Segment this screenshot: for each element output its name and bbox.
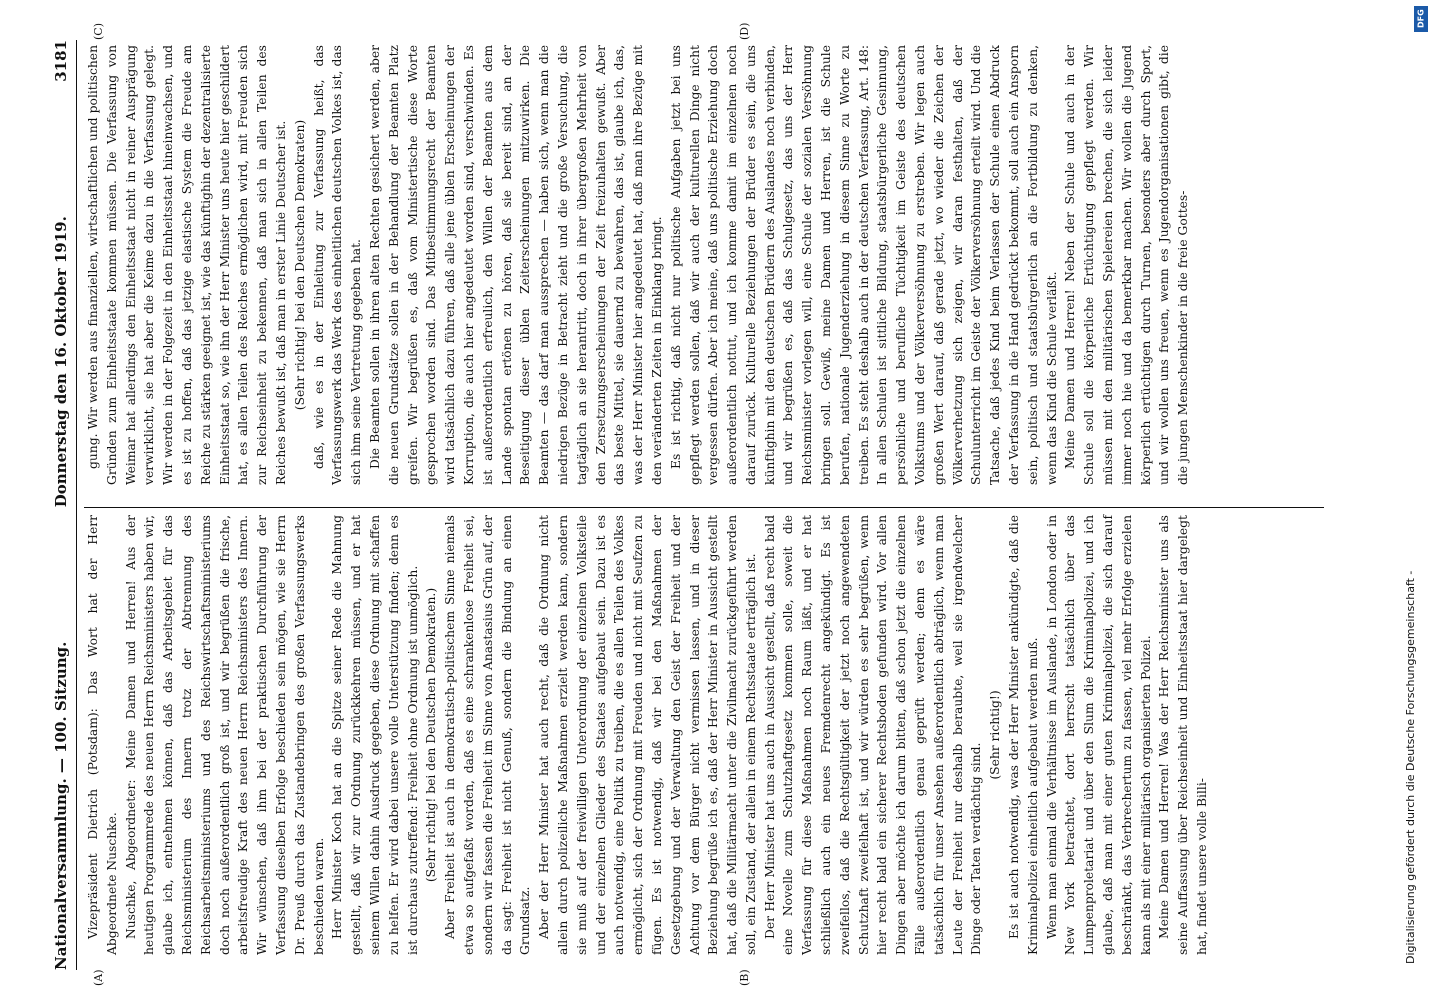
paragraph: Der Herr Minister hat uns auch in Aussicht gestellt, daß recht bald eine Novelle zum Schutzhaftgesetz kommen solle, soweit die Verfassung für diese Maßnahmen noch Raum läßt, und er hat schließlich auch ein neues Fremdenrecht angekündigt. Es ist zweifellos, daß die Rechtsgültigkeit der jetzt noch angewendeten Schutzhaft zweifelhaft ist, und wir würden es sehr begrüßen, wenn hier recht bald ein sicherer Rechtsboden gefunden wird. Vor allen Dingen aber möchte ich darum bitten, daß schon jetzt die einzelnen Fälle außerordentlich genau geprüft werden; denn es wäre tatsächlich für unser Ansehen außerordentlich abträglich, wenn man Leute der Freiheit nur deshalb beraubte, weil sie irgendwelcher Dinge oder Taten verdächtig sind. (762, 515, 984, 955)
margin-marker-c: (C) (92, 23, 105, 40)
left-column (84, 515, 1212, 955)
paragraph: Es ist richtig, daß nicht nur politische Aufgaben jetzt bei uns gepflegt werden sollen, daß wir auch der kulturellen Dinge nicht vergessen dürfen. Aber ich meine, daß uns politische Erziehung doch außerordentlich nottut, und ich komme damit im einzelnen noch darauf zurück. Kulturelle Beziehungen der Brüder es sein, die uns künftighin mit den deutschen Brüdern des Auslandes noch verbinden, und wir begrüßen es, daß das Schulgesetz, das uns der Herr Reichsminister vorlegen will, eine Schule der sozialen Versöhnung bringen soll. Gewiß, meine Damen und Herren, ist die Schule berufen, nationale Jugenderziehung in diesem Sinne zu Worte zu treiben. Es steht deshalb auch in der deutschen Verfassung, Art. 148: In allen Schulen ist sittliche Bildung, staatsbürgerliche Gesinnung, persönliche und berufliche Tüchtigkeit im Geiste des deutschen Volkstums und der Völkerversöhnung zu erstreben. Wir legen auch großen Wert darauf, daß gerade jetzt, wo wieder die Zeichen der Völkerverhetzung sich zeigen, wir daran festhalten, daß der Schulunterricht im Geiste der Völkerversöhnung erteilt wird. Und die Tatsache, daß jedes Kind beim Verlassen der Schule einen Abdruck der Verfassung in die Hand gedrückt bekommt, soll auch ein Ansporn sein, politisch und staatsbürgerlich an die Fortbildung zu denken, wenn das Kind die Schule verläßt. (668, 45, 1059, 485)
paragraph: Vizepräsident Dietrich (Potsdam): Das Wort hat der Herr Abgeordnete Nuschke. (86, 515, 119, 955)
paragraph: daß, wie es in der Einleitung zur Verfassung heißt, das Verfassungswerk das Werk des einheitlichen deutschen Volkes ist, das sich ihm seine Vertretung gegeben hat. (311, 45, 364, 485)
paragraph: gung. Wir werden aus finanziellen, wirtschaftlichen und politischen Gründen zum Einheitsstaate kommen müssen. Die Verfassung von Weimar hat allerdings den Einheitsstaat nicht in reiner Ausprägung verwirklicht, sie hat aber die Keime dazu in die Verfassung gelegt. Wir werden in der Folgezeit in den Einheitsstaat hineinwachsen, und es ist zu hoffen, daß das jetzige elastische System die Freude am Reiche zu stärken geeignet ist, wie das künftighin der dezentralisierte Einheitsstaat so, wie ihn der Herr Minister uns heute hier geschildert hat, es allen Teilen des Reiches ermöglichen wird, mit Freuden sich zur Reichseinheit zu bekennen, daß man sich in allen Teilen des Reiches bewußt ist, daß man in erster Linie Deutscher ist. (86, 45, 288, 485)
digitization-credit: Digitalisierung gefördert durch die Deutsche Forschungsgemeinschaft - (1404, 570, 1417, 964)
running-header (46, 40, 77, 970)
paragraph: Meine Damen und Herren! Neben der Schule und auch in der Schule soll die körperliche Ertüchtigung gepflegt werden. Wir müssen mit den militärischen Spielereien brechen, die sich leider immer noch hie und da bemerkbar machen. Wir wollen die Jugend körperlich ertüchtigen durch Turnen, besonders aber durch Sport, und wir wollen uns freuen, wenn es Jugendorganisationen gibt, die die jungen Menschenkinder in die freie Gottes- (1063, 45, 1191, 485)
column-divider (84, 507, 1324, 508)
paragraph: Meine Damen und Herren! Was der Herr Reichsminister uns als seine Auffassung über Reichseinheit und Einheitsstaat hier dargelegt hat, findet unsere volle Billi- (1157, 515, 1210, 955)
page-number: 3181 (52, 40, 70, 82)
paragraph: Nuschke, Abgeordneter: Meine Damen und Herren! Aus der heutigen Programmrede des neuen Herrn Reichsministers haben wir, glaube ich, entnehmen können, daß das Arbeitsgebiet für das Reichsministerium des Innern trotz der Abtrennung des Reichsarbeitsministeriums und des Reichswirtschaftsministeriums doch noch außerordentlich groß ist, und wir begrüßen die frische, arbeitsfreudige Kraft des neuen Herrn Reichsministers des Innern. Wir wünschen, daß ihm bei der praktischen Durchführung der Verfassung dieselben Erfolge beschieden sein mögen, wie sie Herrn Dr. Preuß durch das Zustandebringen des großen Verfassungswerks beschieden waren. (123, 515, 326, 955)
dfg-logo-icon: DFG (1414, 6, 1428, 32)
interjection: (Sehr richtig! bei den Deutschen Demokraten.) (424, 587, 439, 883)
paragraph: Aber Freiheit ist auch in demokratisch-politischem Sinne niemals etwa so aufgefaßt worden, daß es eine schrankenlose Freiheit sei, sondern wir fassen die Freiheit im Sinne von Anastasius Grün auf, der da sagt: Freiheit ist nicht Genuß, sondern die Bindung an einen Grundsatz. (443, 515, 533, 955)
margin-marker-b: (B) (738, 969, 751, 986)
paragraph: Herr Minister Koch hat an die Spitze seiner Rede die Mahnung gestellt, daß wir zur Ordnung zurückkehren müssen, und er hat seinem Willen dahin Ausdruck gegeben, diese Ordnung mit schaffen zu helfen. Er wird dabei unsere volle Unterstützung finden; denn es ist durchaus zutreffend: Freiheit ohne Ordnung ist unmöglich. (330, 515, 420, 955)
interjection: (Sehr richtig! bei den Deutschen Demokraten) (292, 119, 307, 411)
margin-marker-d: (D) (738, 22, 751, 40)
paragraph: Es ist auch notwendig, was der Herr Minister ankündigte, daß die Kriminalpolizei einheitlich aufgebaut werden muß. (1007, 515, 1040, 955)
paragraph: Die Beamten sollen in ihren alten Rechten gesichert werden, aber die neuen Grundsätze sollen in der Behandlung der Beamten Platz greifen. Wir begrüßen es, daß vom Ministertische diese Worte gesprochen worden sind. Das Mitbestimmungsrecht der Beamten wird tatsächlich dazu führen, daß alle jene üblen Erscheinungen der Korruption, die auch hier angedeutet worden sind, verschwinden. Es ist außerordentlich erfreulich, den Willen der Beamten aus dem Lande spontan ertönen zu hören, daß sie bereit sind, an der Beseitigung dieser üblen Zeiterscheinungen mitzuwirken. Die Beamten — das darf man aussprechen — haben sich, wenn man die niedrigen Bezüge in Betracht zieht und die große Versuchung, die tagtäglich an sie herantritt, doch in ihrer übergroßen Mehrheit von den Zersetzungserscheinungen der Zeit freizuhalten gewußt. Aber das beste Mittel, sie dauernd zu bewahren, das ist, glaube ich, das, was der Herr Minister hier angedeutet hat, daß man ihre Bezüge mit den veränderten Zeiten in Einklang bringt. (367, 45, 664, 485)
right-column (84, 45, 1193, 485)
header-left: Nationalversammlung. — 100. Sitzung. (52, 641, 70, 970)
header-date: Donnerstag den 16. Oktober 1919. (52, 216, 70, 508)
paragraph: Wenn man einmal die Verhältnisse im Auslande, in London oder in New York betrachtet, dort herrscht tatsächlich über das Lumpenproletariat und über den Slum die Kriminalpolizei, und ich glaube, daß man mit einer guten Kriminalpolizei, die sich darauf beschränkt, das Verbrechertum zu fassen, viel mehr Erfolge erzielen kann als mit einer militärisch organisierten Polizei. (1044, 515, 1153, 955)
margin-marker-a: (A) (92, 969, 105, 986)
paragraph: Aber der Herr Minister hat auch recht, daß die Ordnung nicht allein durch polizeiliche Maßnahmen erzielt werden kann, sondern sie muß auf der freiwilligen Unterordnung der einzelnen Volksteile und der einzelnen Glieder des Staates aufgebaut sein. Dazu ist es auch notwendig, eine Politik zu treiben, die es allen Teilen des Volkes ermöglicht, sich der Ordnung mit Freuden und nicht mit Seufzen zu fügen. Es ist notwendig, daß wir bei den Maßnahmen der Gesetzgebung und der Verwaltung den Geist der Freiheit und der Achtung vor dem Bürger nicht vermissen lassen, und in dieser Beziehung begrüße ich es, daß der Herr Minister in Aussicht gestellt hat, daß die Militärmacht unter die Zivilmacht zurückgeführt werden soll, ein Zustand, der allein in einem Rechtsstaate erträglich ist. (537, 515, 758, 955)
interjection: (Sehr richtig!) (988, 690, 1003, 780)
